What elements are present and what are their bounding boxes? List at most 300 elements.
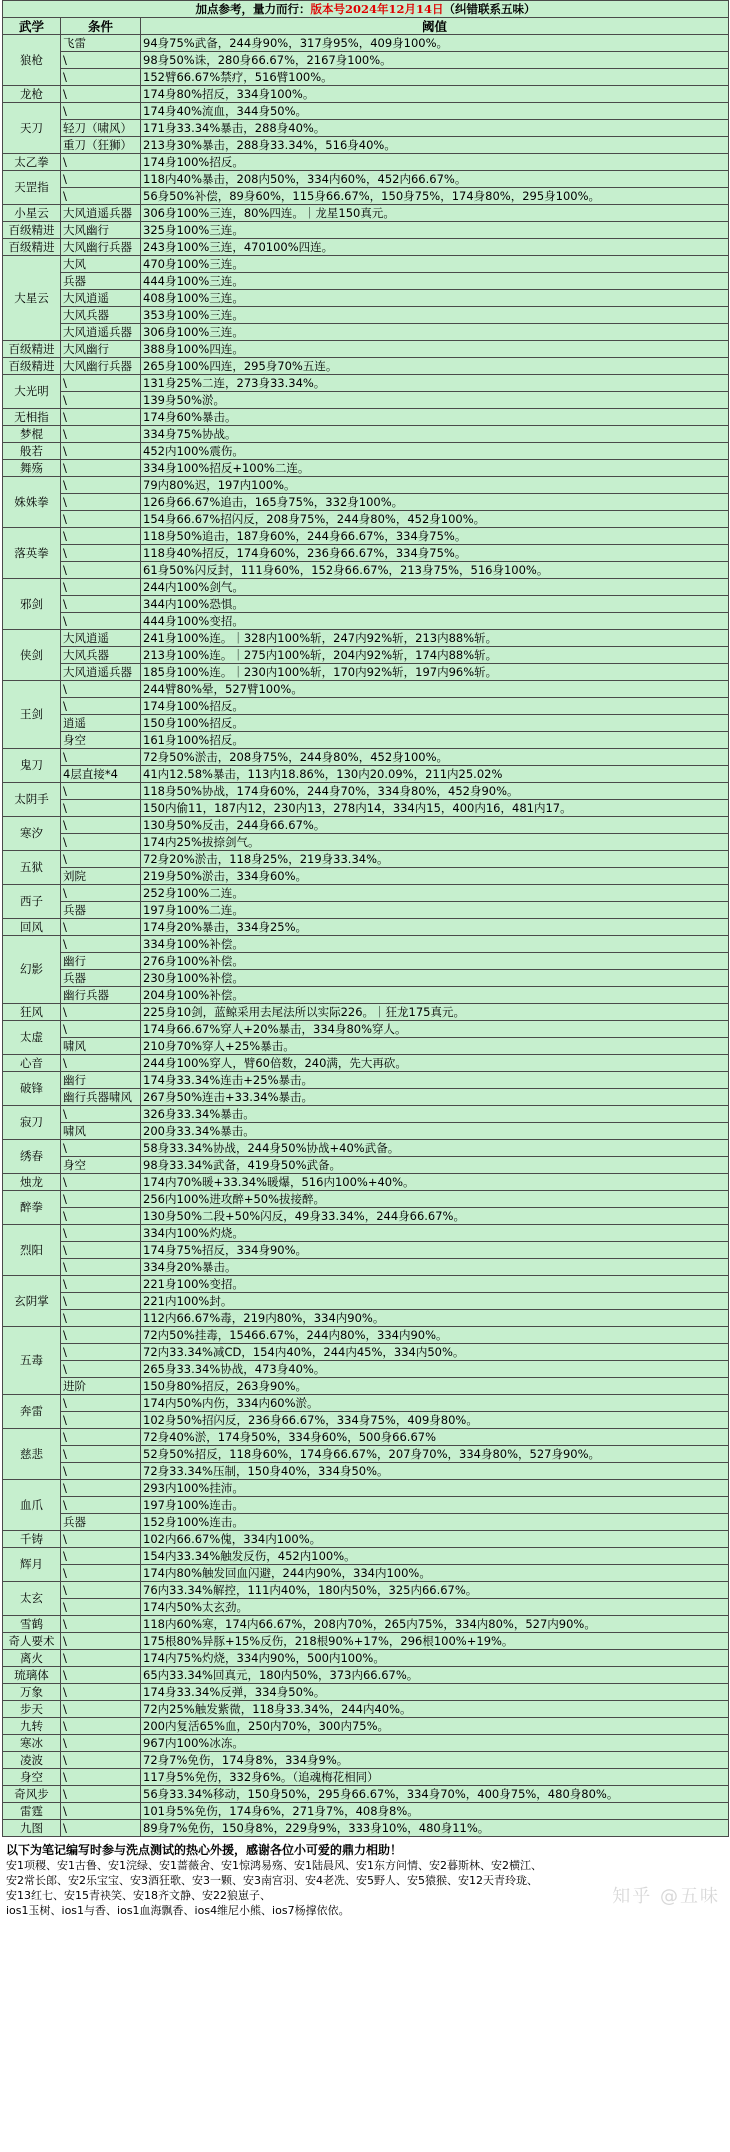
condition-cell: \ <box>61 494 141 511</box>
credits-title: 以下为笔记编写时参与洗点测试的热心外援，感谢各位小可爱的鼎力相助！ <box>6 1843 403 1857</box>
threshold-cell: 276身100%补偿。 <box>141 953 729 970</box>
condition-cell: \ <box>61 1582 141 1599</box>
threshold-cell: 56身50%补偿，89身60%，115身66.67%，150身75%，174身80%，295身100%。 <box>141 188 729 205</box>
martial-name-cell: 五狱 <box>3 851 61 885</box>
martial-name-cell: 邪剑 <box>3 579 61 630</box>
threshold-cell: 293内100%挂沛。 <box>141 1480 729 1497</box>
threshold-cell: 230身100%补偿。 <box>141 970 729 987</box>
table-row <box>3 1174 729 1191</box>
threshold-table <box>2 0 729 1837</box>
threshold-cell: 244身100%穿人，臂60倍数，240满，先大再砍。 <box>141 1055 729 1072</box>
threshold-cell: 130身50%二段+50%闪反，49身33.34%，244身66.67%。 <box>141 1208 729 1225</box>
table-row <box>3 783 729 800</box>
threshold-cell: 174身100%招反。 <box>141 698 729 715</box>
condition-cell: 身空 <box>61 1157 141 1174</box>
threshold-cell: 256内100%进攻醉+50%拔接醉。 <box>141 1191 729 1208</box>
martial-name-cell: 雪鹤 <box>3 1616 61 1633</box>
table-row <box>3 732 729 749</box>
martial-name-cell: 太虚 <box>3 1021 61 1055</box>
table-row <box>3 1157 729 1174</box>
condition-cell: \ <box>61 1650 141 1667</box>
table-row <box>3 902 729 919</box>
condition-cell: \ <box>61 1531 141 1548</box>
condition-cell: 大风逍遥兵器 <box>61 664 141 681</box>
table-row <box>3 953 729 970</box>
martial-name-cell: 鬼刀 <box>3 749 61 783</box>
condition-cell: \ <box>61 919 141 936</box>
threshold-cell: 306身100%三连。 <box>141 324 729 341</box>
condition-cell: \ <box>61 698 141 715</box>
martial-name-cell: 辉月 <box>3 1548 61 1582</box>
martial-name-cell: 绣春 <box>3 1140 61 1174</box>
threshold-cell: 150身100%招反。 <box>141 715 729 732</box>
condition-cell: \ <box>61 1735 141 1752</box>
table-row <box>3 630 729 647</box>
threshold-cell: 65内33.34%回真元，180内50%，373内66.67%。 <box>141 1667 729 1684</box>
martial-name-cell: 慈悲 <box>3 1429 61 1480</box>
table-row <box>3 545 729 562</box>
table-row <box>3 528 729 545</box>
threshold-cell: 118身50%协战，174身60%，244身70%，334身80%，452身90%。 <box>141 783 729 800</box>
condition-cell: \ <box>61 52 141 69</box>
condition-cell: 啸风 <box>61 1038 141 1055</box>
condition-cell: 兵器 <box>61 273 141 290</box>
table-row <box>3 1344 729 1361</box>
condition-cell: 4层直接*4 <box>61 766 141 783</box>
condition-cell: \ <box>61 460 141 477</box>
threshold-cell: 197身100%二连。 <box>141 902 729 919</box>
martial-name-cell: 姝姝拳 <box>3 477 61 528</box>
martial-name-cell: 心音 <box>3 1055 61 1072</box>
table-row <box>3 1582 729 1599</box>
table-row <box>3 239 729 256</box>
table-row <box>3 477 729 494</box>
threshold-cell: 118内60%寒，174内66.67%，208内70%，265内75%，334内80%，527内90%。 <box>141 1616 729 1633</box>
condition-cell: \ <box>61 426 141 443</box>
martial-name-cell: 狼枪 <box>3 35 61 86</box>
header-row <box>3 18 729 35</box>
condition-cell: \ <box>61 783 141 800</box>
martial-name-cell: 玄阴掌 <box>3 1276 61 1327</box>
condition-cell: 幽行 <box>61 1072 141 1089</box>
condition-cell: \ <box>61 1106 141 1123</box>
table-row <box>3 851 729 868</box>
table-row <box>3 970 729 987</box>
martial-name-cell: 百级精进 <box>3 239 61 256</box>
table-row <box>3 749 729 766</box>
martial-name-cell: 王剑 <box>3 681 61 749</box>
martial-name-cell: 寂刀 <box>3 1106 61 1140</box>
table-row <box>3 1055 729 1072</box>
condition-cell: \ <box>61 1429 141 1446</box>
table-row <box>3 1089 729 1106</box>
header-threshold: 阈值 <box>141 18 729 35</box>
condition-cell: \ <box>61 188 141 205</box>
threshold-cell: 171身33.34%暴击，288身40%。 <box>141 120 729 137</box>
table-row <box>3 154 729 171</box>
condition-cell: \ <box>61 1463 141 1480</box>
martial-name-cell: 奔雷 <box>3 1395 61 1429</box>
condition-cell: \ <box>61 1769 141 1786</box>
condition-cell: \ <box>61 171 141 188</box>
table-row <box>3 392 729 409</box>
martial-name-cell: 烈阳 <box>3 1225 61 1276</box>
threshold-cell: 102内66.67%傀，334内100%。 <box>141 1531 729 1548</box>
threshold-cell: 72身33.34%压制，150身40%，334身50%。 <box>141 1463 729 1480</box>
table-row <box>3 1616 729 1633</box>
threshold-cell: 244臂80%晕，527臂100%。 <box>141 681 729 698</box>
threshold-cell: 243身100%三连，470100%四连。 <box>141 239 729 256</box>
table-row <box>3 1718 729 1735</box>
condition-cell: 大风幽行兵器 <box>61 358 141 375</box>
threshold-cell: 185身100%连。｜230内100%斩，170内92%斩，197内96%斩。 <box>141 664 729 681</box>
threshold-cell: 72身40%淤，174身50%，334身60%，500身66.67% <box>141 1429 729 1446</box>
threshold-cell: 334内100%灼烧。 <box>141 1225 729 1242</box>
table-row <box>3 256 729 273</box>
threshold-cell: 118身50%追击，187身60%，244身66.67%，334身75%。 <box>141 528 729 545</box>
martial-name-cell: 无相指 <box>3 409 61 426</box>
table-row <box>3 1208 729 1225</box>
table-row <box>3 409 729 426</box>
condition-cell: 大风兵器 <box>61 647 141 664</box>
table-row <box>3 1191 729 1208</box>
threshold-cell: 150内偷11，187内12，230内13，278内14，334内15，400内16，481内17。 <box>141 800 729 817</box>
table-row <box>3 1548 729 1565</box>
threshold-cell: 197身100%连击。 <box>141 1497 729 1514</box>
condition-cell: \ <box>61 1395 141 1412</box>
threshold-cell: 72内25%触发紫微，118身33.34%，244内40%。 <box>141 1701 729 1718</box>
condition-cell: 幽行 <box>61 953 141 970</box>
condition-cell: \ <box>61 562 141 579</box>
threshold-cell: 444身100%变招。 <box>141 613 729 630</box>
table-row <box>3 1735 729 1752</box>
table-row <box>3 919 729 936</box>
table-row <box>3 1242 729 1259</box>
table-row <box>3 885 729 902</box>
martial-name-cell: 万象 <box>3 1684 61 1701</box>
condition-cell: \ <box>61 1293 141 1310</box>
threshold-cell: 175根80%异豚+15%反伤，218根90%+17%，296根100%+19%。 <box>141 1633 729 1650</box>
condition-cell: 兵器 <box>61 902 141 919</box>
threshold-cell: 470身100%三连。 <box>141 256 729 273</box>
martial-name-cell: 小星云 <box>3 205 61 222</box>
threshold-cell: 150身80%招反，263身90%。 <box>141 1378 729 1395</box>
threshold-cell: 72身7%免伤，174身8%，334身9%。 <box>141 1752 729 1769</box>
threshold-cell: 174内50%内伤，334内60%淤。 <box>141 1395 729 1412</box>
threshold-cell: 265身100%四连，295身70%五连。 <box>141 358 729 375</box>
table-row <box>3 188 729 205</box>
condition-cell: \ <box>61 1667 141 1684</box>
condition-cell: \ <box>61 1497 141 1514</box>
table-row <box>3 1650 729 1667</box>
table-row <box>3 936 729 953</box>
martial-name-cell: 醉拳 <box>3 1191 61 1225</box>
threshold-cell: 98身50%诛，280身66.67%，2167身100%。 <box>141 52 729 69</box>
threshold-cell: 213身30%暴击，288身33.34%，516身40%。 <box>141 137 729 154</box>
table-row <box>3 715 729 732</box>
martial-name-cell: 幻影 <box>3 936 61 1004</box>
condition-cell: \ <box>61 1718 141 1735</box>
condition-cell: 大风幽行兵器 <box>61 239 141 256</box>
condition-cell: 幽行兵器 <box>61 987 141 1004</box>
martial-name-cell: 凌波 <box>3 1752 61 1769</box>
table-row <box>3 1310 729 1327</box>
condition-cell: 轻刀（啸风） <box>61 120 141 137</box>
condition-cell: \ <box>61 1225 141 1242</box>
condition-cell: \ <box>61 154 141 171</box>
table-row <box>3 1752 729 1769</box>
martial-name-cell: 雷霆 <box>3 1803 61 1820</box>
table-row <box>3 1106 729 1123</box>
condition-cell: \ <box>61 1004 141 1021</box>
condition-cell: \ <box>61 1191 141 1208</box>
table-row <box>3 103 729 120</box>
table-row <box>3 1378 729 1395</box>
condition-cell: \ <box>61 1701 141 1718</box>
table-row <box>3 1463 729 1480</box>
credits-line: 安1项稷、安1古鲁、安1浣绿、安1蔷薇舍、安1惊鸿易殇、安1陆晨风、安1东方问情、安2暮斯林、安2横江、 <box>6 1859 542 1872</box>
condition-cell: \ <box>61 1633 141 1650</box>
table-row <box>3 52 729 69</box>
credits-line: ios1玉树、ios1与香、ios1血海飘香、ios4维尼小熊、ios7杨撑依依。 <box>6 1904 350 1917</box>
threshold-cell: 72身50%淤击，208身75%，244身80%，452身100%。 <box>141 749 729 766</box>
table-row <box>3 1038 729 1055</box>
condition-cell: 大风逍遥 <box>61 630 141 647</box>
table-row <box>3 1225 729 1242</box>
threshold-cell: 102身50%招闪反，236身66.67%，334身75%，409身80%。 <box>141 1412 729 1429</box>
condition-cell: \ <box>61 392 141 409</box>
condition-cell: \ <box>61 545 141 562</box>
martial-name-cell: 千铸 <box>3 1531 61 1548</box>
credits-line: 安2常长郎、安2乐宝宝、安3酒狂歌、安3一颗、安3南宫羽、安4老冼、安5野人、安5猿猴、安12天青玲珑、 <box>6 1874 538 1887</box>
threshold-cell: 118内40%暴击，208内50%，334内60%，452内66.67%。 <box>141 171 729 188</box>
threshold-cell: 241身100%连。｜328内100%斩，247内92%斩，213内88%斩。 <box>141 630 729 647</box>
condition-cell: 大风逍遥兵器 <box>61 324 141 341</box>
condition-cell: 大风幽行 <box>61 341 141 358</box>
table-row <box>3 1429 729 1446</box>
table-row <box>3 698 729 715</box>
threshold-cell: 101身5%免伤，174身6%，271身7%，408身8%。 <box>141 1803 729 1820</box>
martial-name-cell: 离火 <box>3 1650 61 1667</box>
threshold-cell: 388身100%四连。 <box>141 341 729 358</box>
martial-name-cell: 寒汐 <box>3 817 61 851</box>
table-row <box>3 613 729 630</box>
table-row <box>3 1412 729 1429</box>
table-row <box>3 800 729 817</box>
condition-cell: \ <box>61 834 141 851</box>
condition-cell: \ <box>61 885 141 902</box>
condition-cell: 飞雷 <box>61 35 141 52</box>
condition-cell: \ <box>61 1803 141 1820</box>
condition-cell: \ <box>61 1820 141 1837</box>
table-row <box>3 1531 729 1548</box>
threshold-cell: 306身100%三连，80%四连。｜龙星150真元。 <box>141 205 729 222</box>
condition-cell: \ <box>61 528 141 545</box>
condition-cell: \ <box>61 375 141 392</box>
table-row <box>3 171 729 188</box>
condition-cell: \ <box>61 1480 141 1497</box>
condition-cell: 身空 <box>61 732 141 749</box>
table-row <box>3 1293 729 1310</box>
martial-name-cell: 狂风 <box>3 1004 61 1021</box>
condition-cell: \ <box>61 69 141 86</box>
condition-cell: 大风幽行 <box>61 222 141 239</box>
table-row <box>3 1004 729 1021</box>
threshold-cell: 452内100%震伤。 <box>141 443 729 460</box>
threshold-cell: 174内80%触发回血闪避，244内90%，334内100%。 <box>141 1565 729 1582</box>
threshold-cell: 174身60%暴击。 <box>141 409 729 426</box>
condition-cell: \ <box>61 103 141 120</box>
table-row <box>3 987 729 1004</box>
threshold-cell: 200内复活65%血，250内70%，300内75%。 <box>141 1718 729 1735</box>
threshold-cell: 174身20%暴击，334身25%。 <box>141 919 729 936</box>
condition-cell: \ <box>61 1174 141 1191</box>
threshold-table-body <box>3 1 729 1837</box>
condition-cell: \ <box>61 477 141 494</box>
table-row <box>3 1327 729 1344</box>
martial-name-cell: 舞殇 <box>3 460 61 477</box>
condition-cell: 大风逍遥 <box>61 290 141 307</box>
threshold-cell: 213身100%连。｜275内100%斩，204内92%斩，174内88%斩。 <box>141 647 729 664</box>
threshold-cell: 76内33.34%解控，111内40%，180内50%，325内66.67%。 <box>141 1582 729 1599</box>
table-row <box>3 1276 729 1293</box>
threshold-cell: 174身33.34%连击+25%暴击。 <box>141 1072 729 1089</box>
condition-cell: 进阶 <box>61 1378 141 1395</box>
threshold-cell: 72内33.34%减CD，154内40%，244内45%，334内50%。 <box>141 1344 729 1361</box>
martial-name-cell: 百级精进 <box>3 341 61 358</box>
condition-cell: \ <box>61 800 141 817</box>
martial-name-cell: 大星云 <box>3 256 61 341</box>
martial-name-cell: 奇风步 <box>3 1786 61 1803</box>
condition-cell: \ <box>61 1242 141 1259</box>
condition-cell: \ <box>61 1055 141 1072</box>
condition-cell: \ <box>61 1446 141 1463</box>
threshold-cell: 152身100%连击。 <box>141 1514 729 1531</box>
threshold-cell: 118身40%招反，174身60%，236身66.67%，334身75%。 <box>141 545 729 562</box>
threshold-cell: 139身50%淤。 <box>141 392 729 409</box>
condition-cell: 刘院 <box>61 868 141 885</box>
title-prefix: 加点参考，量力而行： <box>195 1 311 16</box>
threshold-cell: 219身50%淤击，334身60%。 <box>141 868 729 885</box>
threshold-cell: 72内50%挂毒，15466.67%，244内80%，334内90%。 <box>141 1327 729 1344</box>
condition-cell: \ <box>61 511 141 528</box>
threshold-cell: 154内33.34%触发反伤，452内100%。 <box>141 1548 729 1565</box>
condition-cell: 大风兵器 <box>61 307 141 324</box>
threshold-cell: 117身5%免伤，332身6%。（追魂梅花相同） <box>141 1769 729 1786</box>
threshold-cell: 200身33.34%暴击。 <box>141 1123 729 1140</box>
table-row <box>3 460 729 477</box>
threshold-cell: 244内100%剑气。 <box>141 579 729 596</box>
table-row <box>3 1701 729 1718</box>
martial-name-cell: 步天 <box>3 1701 61 1718</box>
table-row <box>3 358 729 375</box>
table-row <box>3 562 729 579</box>
martial-name-cell: 百级精进 <box>3 222 61 239</box>
condition-cell: 啸风 <box>61 1123 141 1140</box>
martial-name-cell: 奇人要术 <box>3 1633 61 1650</box>
table-row <box>3 35 729 52</box>
condition-cell: \ <box>61 1412 141 1429</box>
threshold-cell: 265身33.34%协战，473身40%。 <box>141 1361 729 1378</box>
condition-cell: \ <box>61 1565 141 1582</box>
condition-cell: 大风逍遥兵器 <box>61 205 141 222</box>
table-row <box>3 137 729 154</box>
condition-cell: \ <box>61 1548 141 1565</box>
condition-cell: 重刀（狂狮） <box>61 137 141 154</box>
header-martial: 武学 <box>3 18 61 35</box>
condition-cell: \ <box>61 1684 141 1701</box>
condition-cell: \ <box>61 851 141 868</box>
threshold-cell: 174身40%流血，344身50%。 <box>141 103 729 120</box>
martial-name-cell: 侠剑 <box>3 630 61 681</box>
table-row <box>3 426 729 443</box>
threshold-cell: 174内25%拔捺剑气。 <box>141 834 729 851</box>
table-row <box>3 834 729 851</box>
table-row <box>3 1633 729 1650</box>
threshold-cell: 174身100%招反。 <box>141 154 729 171</box>
threshold-cell: 174内50%太玄劲。 <box>141 1599 729 1616</box>
martial-name-cell: 梦棍 <box>3 426 61 443</box>
threshold-cell: 154身66.67%招闪反，208身75%，244身80%，452身100%。 <box>141 511 729 528</box>
table-row <box>3 681 729 698</box>
threshold-cell: 126身66.67%追击，165身75%，332身100%。 <box>141 494 729 511</box>
threshold-cell: 41内12.58%暴击，113内18.86%，130内20.09%，211内25.02% <box>141 766 729 783</box>
table-row <box>3 1565 729 1582</box>
table-row <box>3 511 729 528</box>
threshold-cell: 174身66.67%穿人+20%暴击，334身80%穿人。 <box>141 1021 729 1038</box>
table-row <box>3 1123 729 1140</box>
condition-cell: \ <box>61 1208 141 1225</box>
condition-cell: \ <box>61 1616 141 1633</box>
martial-name-cell: 破锋 <box>3 1072 61 1106</box>
threshold-cell: 130身50%反击，244身66.67%。 <box>141 817 729 834</box>
table-row <box>3 375 729 392</box>
table-row <box>3 1021 729 1038</box>
threshold-cell: 94身75%武备，244身90%，317身95%，409身100%。 <box>141 35 729 52</box>
condition-cell: \ <box>61 443 141 460</box>
condition-cell: \ <box>61 817 141 834</box>
threshold-cell: 152臂66.67%禁疗，516臂100%。 <box>141 69 729 86</box>
threshold-cell: 221身100%变招。 <box>141 1276 729 1293</box>
condition-cell: \ <box>61 936 141 953</box>
martial-name-cell: 龙枪 <box>3 86 61 103</box>
threshold-cell: 334身100%招反+100%二连。 <box>141 460 729 477</box>
martial-name-cell: 九转 <box>3 1718 61 1735</box>
table-row <box>3 596 729 613</box>
martial-name-cell: 身空 <box>3 1769 61 1786</box>
table-row <box>3 1820 729 1837</box>
table-row <box>3 664 729 681</box>
threshold-cell: 174内70%暖+33.34%暖爆，516内100%+40%。 <box>141 1174 729 1191</box>
table-row <box>3 205 729 222</box>
martial-name-cell: 寒冰 <box>3 1735 61 1752</box>
condition-cell: \ <box>61 1327 141 1344</box>
table-row <box>3 1480 729 1497</box>
title-suffix: （纠错联系五味） <box>443 1 536 16</box>
martial-name-cell: 烛龙 <box>3 1174 61 1191</box>
watermark: 知乎 @五味 <box>612 1886 720 1907</box>
table-row <box>3 69 729 86</box>
threshold-cell: 161身100%招反。 <box>141 732 729 749</box>
threshold-cell: 334身100%补偿。 <box>141 936 729 953</box>
table-row <box>3 1667 729 1684</box>
martial-name-cell: 血爪 <box>3 1480 61 1531</box>
table-row <box>3 1140 729 1157</box>
sheet <box>2 0 728 1918</box>
condition-cell: \ <box>61 1140 141 1157</box>
table-row <box>3 324 729 341</box>
table-row <box>3 1803 729 1820</box>
